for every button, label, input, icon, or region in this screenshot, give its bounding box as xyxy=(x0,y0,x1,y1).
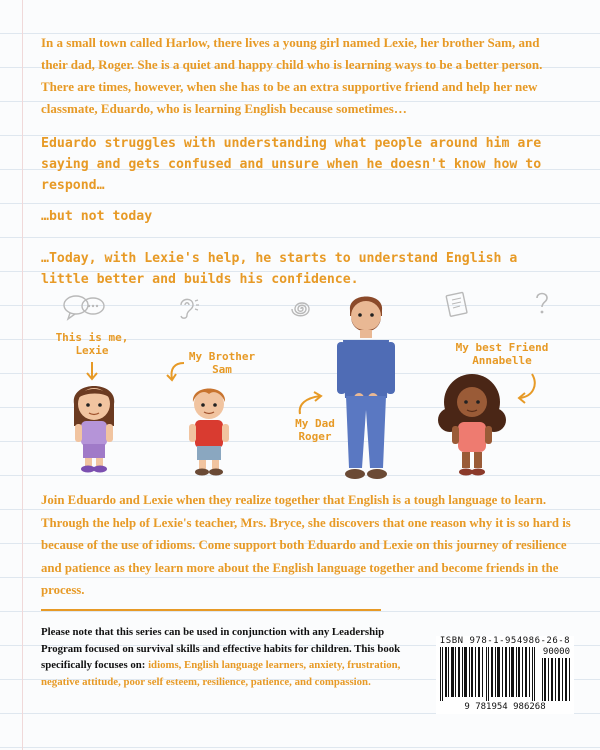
book-icon xyxy=(444,291,470,319)
addon-barcode-bars xyxy=(542,658,570,701)
label-lexie-line2: Lexie xyxy=(75,344,109,357)
label-annabelle xyxy=(452,341,552,367)
sam-illustration xyxy=(181,380,237,480)
annabelle-illustration xyxy=(436,368,508,478)
series-note xyxy=(41,624,411,690)
arrow-to-annabelle xyxy=(514,372,540,404)
series-note-keywords: idioms, English language learners, anxiety, frustration, negative attitude, poor self esteem, resilience, patience, and compassion. xyxy=(41,659,401,688)
label-annabelle-line1: My best Friend xyxy=(455,341,549,354)
label-sam xyxy=(180,350,264,376)
barcode-price: 90000 xyxy=(542,647,570,657)
intro-paragraph: In a small town called Harlow, there lives a young girl named Lexie, her brother Sam, and their dad, Roger. She is a quiet and happy child who is learning ways to be a better person. There are times, however, when she has to be an extra supportive friend and help her new classmate, Eduardo, who is learning English because sometimes… xyxy=(41,35,543,116)
story-paragraph-3: …Today, with Lexie's help, he starts to understand English a little better and builds his confidence. xyxy=(41,251,518,287)
spiral-icon xyxy=(286,294,316,324)
speech-bubbles-icon xyxy=(62,293,106,321)
label-sam-line2: Sam xyxy=(212,363,232,376)
barcode-bars xyxy=(440,647,536,701)
isbn-text: ISBN 978-1-954986-26-8 xyxy=(439,636,571,646)
closing-paragraph: Join Eduardo and Lexie when they realize together that English is a tough language to learn. Through the help of Lexie's teacher, Mrs. Bryce, she discovers that one reason why it is so hard is because of the use of idioms. Come support both Eduardo and Lexie on this journey of resilience and patience as they learn more about the English language together and become friends in the process. xyxy=(41,493,571,598)
barcode xyxy=(436,636,574,714)
section-divider xyxy=(41,609,381,611)
ear-icon xyxy=(175,295,199,321)
label-sam-line1: My Brother xyxy=(188,350,256,363)
label-roger-line2: Roger xyxy=(298,430,332,443)
arrow-to-roger xyxy=(296,390,326,416)
story-paragraph-1: Eduardo struggles with understanding what people around him are saying and gets confused and unsure when he doesn't know how to respond… xyxy=(41,136,542,193)
story-paragraph-2: …but not today xyxy=(41,209,153,224)
label-lexie-line1: This is me, xyxy=(55,331,129,344)
series-note-text: Please note that this series can be used in conjunction with any Leadership Program focused on survival skills and effective habits for children. This book specifically focuses on: xyxy=(41,626,401,671)
label-annabelle-line2: Annabelle xyxy=(472,354,532,367)
label-roger-line1: My Dad xyxy=(295,417,335,430)
lexie-illustration xyxy=(64,374,124,474)
barcode-number: 9 781954 986268 xyxy=(464,702,546,712)
notebook-margin-line xyxy=(22,0,23,750)
question-mark-icon xyxy=(532,290,552,318)
roger-illustration xyxy=(329,290,403,482)
label-lexie xyxy=(46,331,138,357)
